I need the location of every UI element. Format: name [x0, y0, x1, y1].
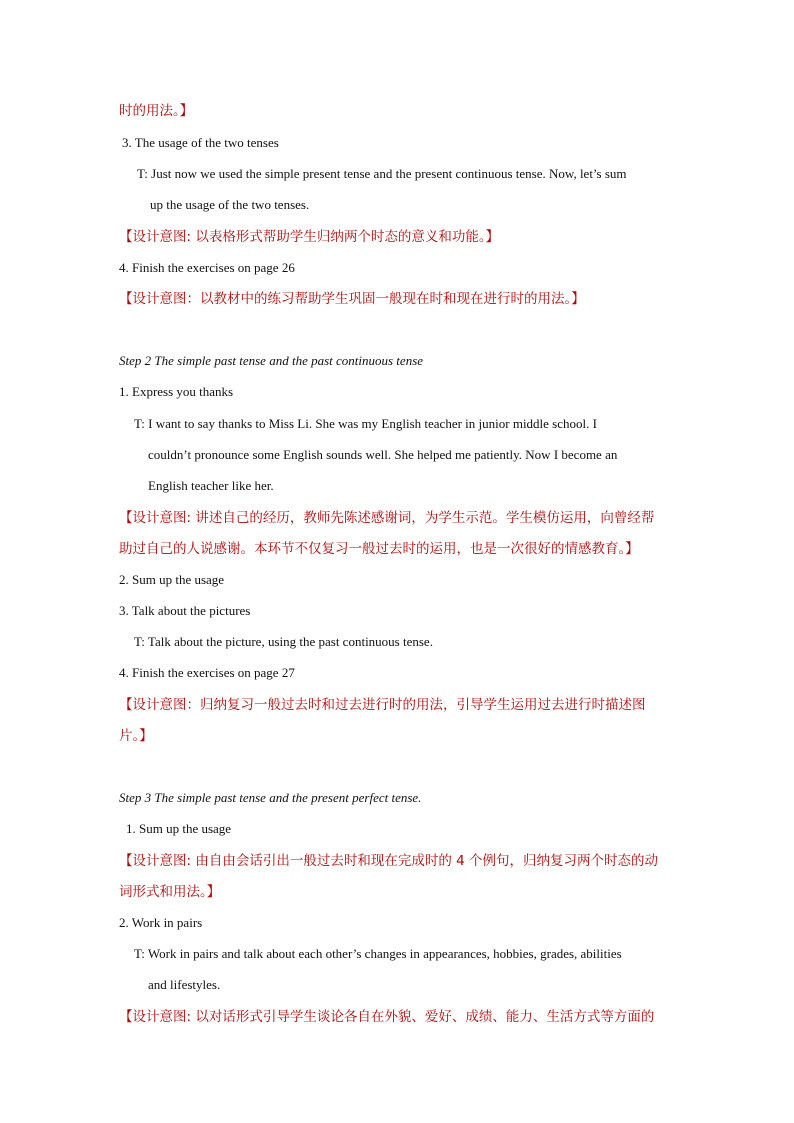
- body-text-line: T: Work in pairs and talk about each other’s changes in appearances, hobbies, grades, abilities: [134, 946, 622, 961]
- body-text-line: 2. Work in pairs: [119, 915, 203, 930]
- design-intent-note: 【设计意图: 由自由会话引出一般过去时和现在完成时的 4 个例句，归纳复习两个时态的动: [119, 853, 659, 869]
- design-intent-note: 词形式和用法。】: [119, 884, 221, 900]
- body-text-line: couldn’t pronounce some English sounds well. She helped me patiently. Now I become an: [148, 447, 618, 462]
- body-text-line: up the usage of the two tenses.: [150, 197, 310, 212]
- body-text-line: T: Just now we used the simple present tense and the present continuous tense. Now, let’s sum: [137, 166, 627, 181]
- step-heading: Step 2 The simple past tense and the past continuous tense: [119, 353, 424, 368]
- body-text-line: 4. Finish the exercises on page 27: [119, 665, 295, 680]
- design-intent-note: 时的用法。】: [119, 103, 194, 119]
- body-text-line: English teacher like her.: [148, 478, 274, 493]
- design-intent-note: 【设计意图：以教材中的练习帮助学生巩固一般现在时和现在进行时的用法。】: [119, 291, 585, 307]
- design-intent-note: 【设计意图: 讲述自己的经历，教师先陈述感谢词，为学生示范。学生模仿运用，向曾经帮: [119, 510, 655, 526]
- design-intent-note: 【设计意图: 以对话形式引导学生谈论各自在外貌、爱好、成绩、能力、生活方式等方面的: [119, 1009, 655, 1025]
- body-text-line: and lifestyles.: [148, 977, 221, 992]
- body-text-line: T: I want to say thanks to Miss Li. She was my English teacher in junior middle school. I: [134, 416, 597, 431]
- body-text-line: T: Talk about the picture, using the past continuous tense.: [134, 634, 433, 649]
- body-text-line: 1. Sum up the usage: [126, 821, 232, 836]
- design-intent-note: 助过自己的人说感谢。本环节不仅复习一般过去时的运用，也是一次很好的情感教育。】: [119, 541, 639, 557]
- design-intent-note: 【设计意图：归纳复习一般过去时和过去进行时的用法，引导学生运用过去进行时描述图: [119, 697, 646, 713]
- step-heading: Step 3 The simple past tense and the present perfect tense.: [119, 790, 422, 805]
- design-intent-note: 片。】: [119, 728, 153, 744]
- body-text-line: 3. The usage of the two tenses: [122, 135, 279, 150]
- body-text-line: 4. Finish the exercises on page 26: [119, 260, 295, 275]
- design-intent-note: 【设计意图: 以表格形式帮助学生归纳两个时态的意义和功能。】: [119, 229, 500, 245]
- body-text-line: 1. Express you thanks: [119, 384, 234, 399]
- body-text-line: 3. Talk about the pictures: [119, 603, 251, 618]
- body-text-line: 2. Sum up the usage: [119, 572, 225, 587]
